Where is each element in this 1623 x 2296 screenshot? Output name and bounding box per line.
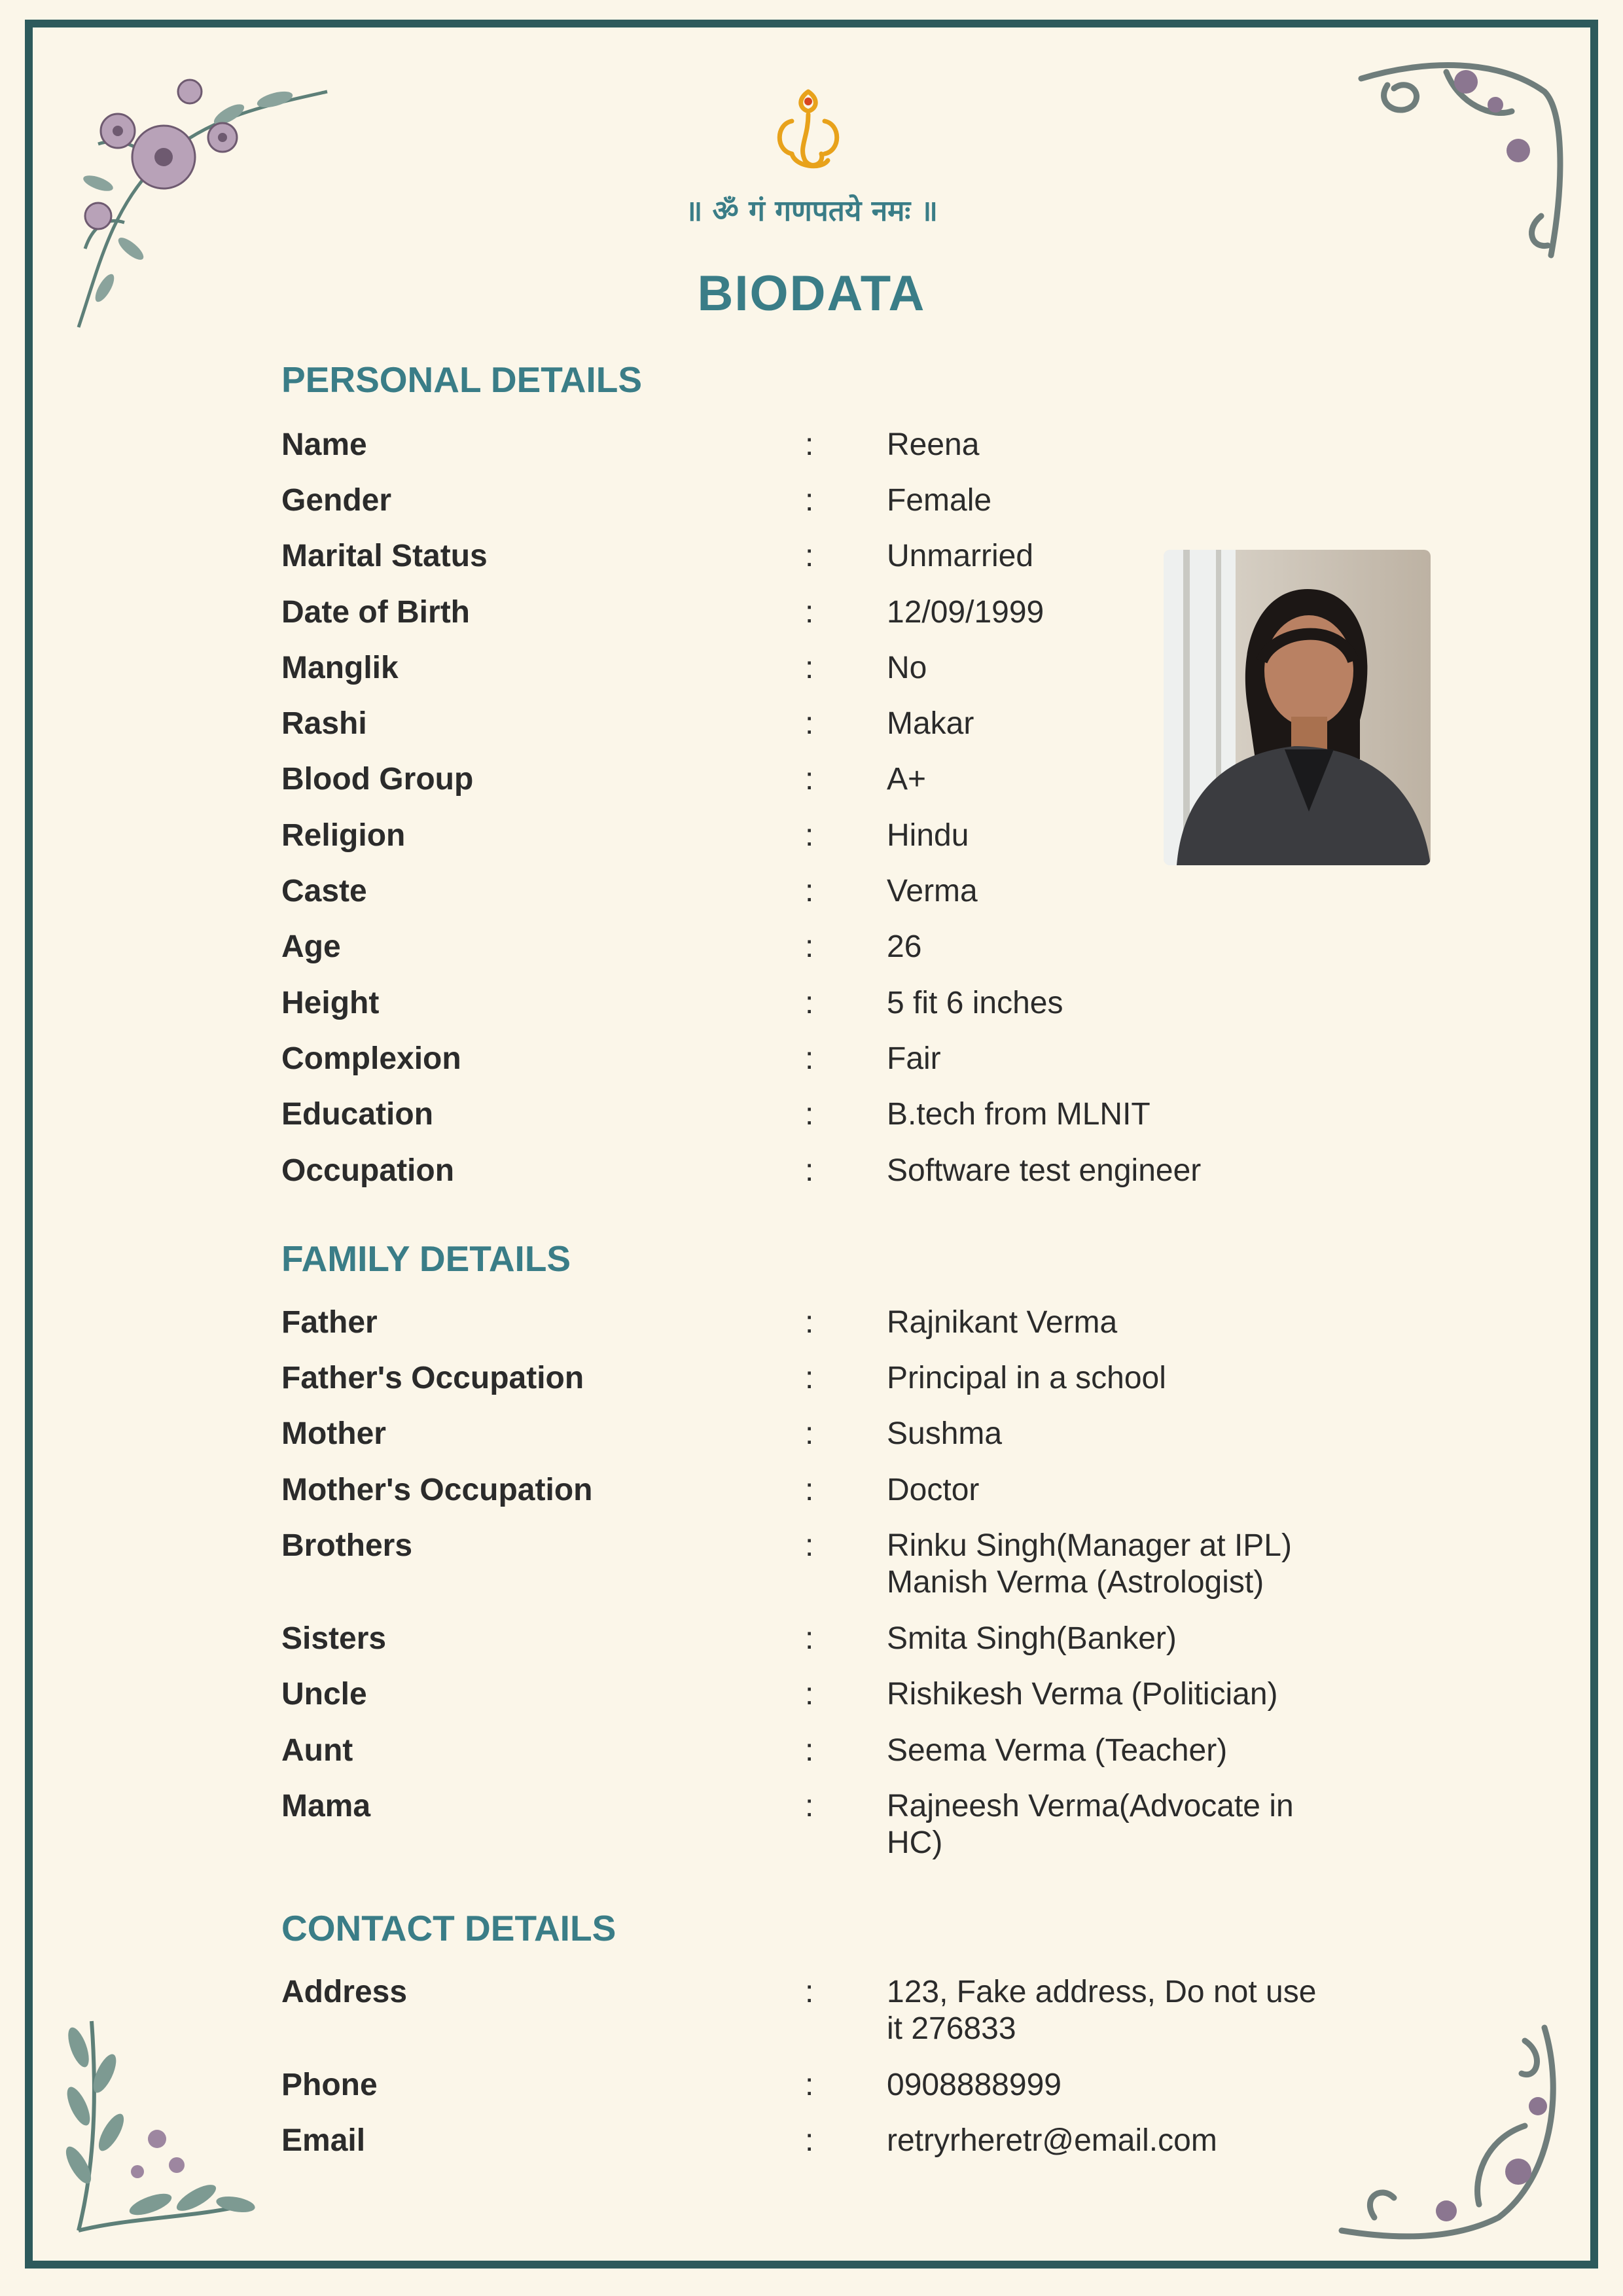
separator: : xyxy=(805,1153,814,1188)
field-label: Occupation xyxy=(281,1153,455,1188)
row-rashi xyxy=(281,706,1394,751)
row-address xyxy=(281,1974,1394,2046)
field-label: Address xyxy=(281,1975,408,2009)
separator: : xyxy=(805,818,814,853)
field-label: Aunt xyxy=(281,1733,353,1768)
separator: : xyxy=(805,2123,814,2158)
field-label: Caste xyxy=(281,874,367,908)
page-title: BIODATA xyxy=(697,266,926,321)
field-label: Blood Group xyxy=(281,762,474,797)
separator: : xyxy=(805,651,814,685)
row-complexion xyxy=(281,1041,1394,1086)
field-label: Uncle xyxy=(281,1677,367,1712)
field-value: Smita Singh(Banker) xyxy=(887,1621,1177,1656)
field-value: Rishikesh Verma (Politician) xyxy=(887,1677,1278,1712)
field-value: 12/09/1999 xyxy=(887,595,1044,630)
row-religion xyxy=(281,817,1394,863)
separator: : xyxy=(805,595,814,630)
field-value: Unmarried xyxy=(887,539,1034,573)
field-label: Mother xyxy=(281,1416,386,1451)
field-label: Education xyxy=(281,1097,434,1132)
separator: : xyxy=(805,1733,814,1768)
field-label: Name xyxy=(281,427,367,462)
field-label: Father xyxy=(281,1305,378,1340)
separator: : xyxy=(805,1041,814,1076)
separator: : xyxy=(805,539,814,573)
separator: : xyxy=(805,2068,814,2102)
row-phone xyxy=(281,2067,1394,2113)
ganesha-icon xyxy=(769,85,847,177)
field-value: Seema Verma (Teacher) xyxy=(887,1733,1228,1768)
row-height xyxy=(281,985,1394,1031)
row-fathers-occupation xyxy=(281,1360,1394,1406)
field-label: Age xyxy=(281,929,341,964)
row-gender xyxy=(281,482,1394,528)
field-label: Gender xyxy=(281,483,392,518)
row-aunt xyxy=(281,1732,1394,1778)
separator: : xyxy=(805,1305,814,1340)
field-value: Rinku Singh(Manager at IPL) Manish Verma (Astrologist) xyxy=(887,1528,1292,1600)
separator: : xyxy=(805,483,814,518)
field-value: Fair xyxy=(887,1041,941,1076)
field-value: Sushma xyxy=(887,1416,1003,1451)
field-value: Rajneesh Verma(Advocate in HC) xyxy=(887,1789,1294,1860)
separator: : xyxy=(805,706,814,741)
separator: : xyxy=(805,762,814,797)
separator: : xyxy=(805,1621,814,1656)
scroll-corner-icon xyxy=(1348,52,1571,275)
row-occupation xyxy=(281,1153,1394,1198)
field-value: Rajnikant Verma xyxy=(887,1305,1118,1340)
separator: : xyxy=(805,1361,814,1395)
field-value: Software test engineer xyxy=(887,1153,1202,1188)
field-label: Height xyxy=(281,986,380,1020)
row-mother xyxy=(281,1416,1394,1462)
separator: : xyxy=(805,986,814,1020)
field-label: Religion xyxy=(281,818,406,853)
field-label: Manglik xyxy=(281,651,399,685)
field-label: Date of Birth xyxy=(281,595,470,630)
row-brothers xyxy=(281,1528,1394,1600)
field-value: 5 fit 6 inches xyxy=(887,986,1063,1020)
separator: : xyxy=(805,1416,814,1451)
field-label: Mother's Occupation xyxy=(281,1473,593,1507)
row-date-of-birth xyxy=(281,594,1394,640)
row-sisters xyxy=(281,1621,1394,1666)
row-name xyxy=(281,427,1394,473)
separator: : xyxy=(805,1677,814,1712)
row-mama xyxy=(281,1788,1394,1860)
row-father xyxy=(281,1304,1394,1350)
field-label: Complexion xyxy=(281,1041,461,1076)
separator: : xyxy=(805,1528,814,1563)
row-email xyxy=(281,2123,1394,2168)
row-blood-group xyxy=(281,761,1394,807)
separator: : xyxy=(805,874,814,908)
separator: : xyxy=(805,427,814,462)
field-value: Makar xyxy=(887,706,974,741)
separator: : xyxy=(805,929,814,964)
field-label: Rashi xyxy=(281,706,367,741)
page-border xyxy=(25,20,1598,2269)
separator: : xyxy=(805,1473,814,1507)
field-value: 123, Fake address, Do not use it 276833 xyxy=(887,1975,1317,2046)
field-label: Brothers xyxy=(281,1528,413,1563)
separator: : xyxy=(805,1097,814,1132)
field-label: Mama xyxy=(281,1789,371,1823)
row-age xyxy=(281,929,1394,975)
separator: : xyxy=(805,1975,814,2009)
section-title-contact: CONTACT DETAILS xyxy=(281,1908,616,1948)
field-value: B.tech from MLNIT xyxy=(887,1097,1150,1132)
row-manglik xyxy=(281,650,1394,696)
field-value: Hindu xyxy=(887,818,969,853)
field-value: Doctor xyxy=(887,1473,980,1507)
field-value: A+ xyxy=(887,762,927,797)
field-value: Verma xyxy=(887,874,978,908)
mantra-text: ॥ ॐ गं गणपतये नमः ॥ xyxy=(685,194,938,228)
field-label: Father's Occupation xyxy=(281,1361,584,1395)
field-label: Sisters xyxy=(281,1621,387,1656)
field-value: retryrheretr@email.com xyxy=(887,2123,1217,2158)
section-title-personal: PERSONAL DETAILS xyxy=(281,359,643,400)
separator: : xyxy=(805,1789,814,1823)
field-label: Phone xyxy=(281,2068,378,2102)
field-value: 0908888999 xyxy=(887,2068,1061,2102)
section-title-family: FAMILY DETAILS xyxy=(281,1238,571,1279)
field-value: Principal in a school xyxy=(887,1361,1166,1395)
floral-corner-icon xyxy=(52,2008,262,2244)
row-marital-status xyxy=(281,538,1394,584)
field-value: Reena xyxy=(887,427,980,462)
row-mothers-occupation xyxy=(281,1472,1394,1518)
row-uncle xyxy=(281,1676,1394,1722)
field-label: Marital Status xyxy=(281,539,488,573)
field-label: Email xyxy=(281,2123,366,2158)
field-value: 26 xyxy=(887,929,922,964)
field-value: Female xyxy=(887,483,992,518)
row-education xyxy=(281,1096,1394,1142)
field-value: No xyxy=(887,651,927,685)
row-caste xyxy=(281,873,1394,919)
